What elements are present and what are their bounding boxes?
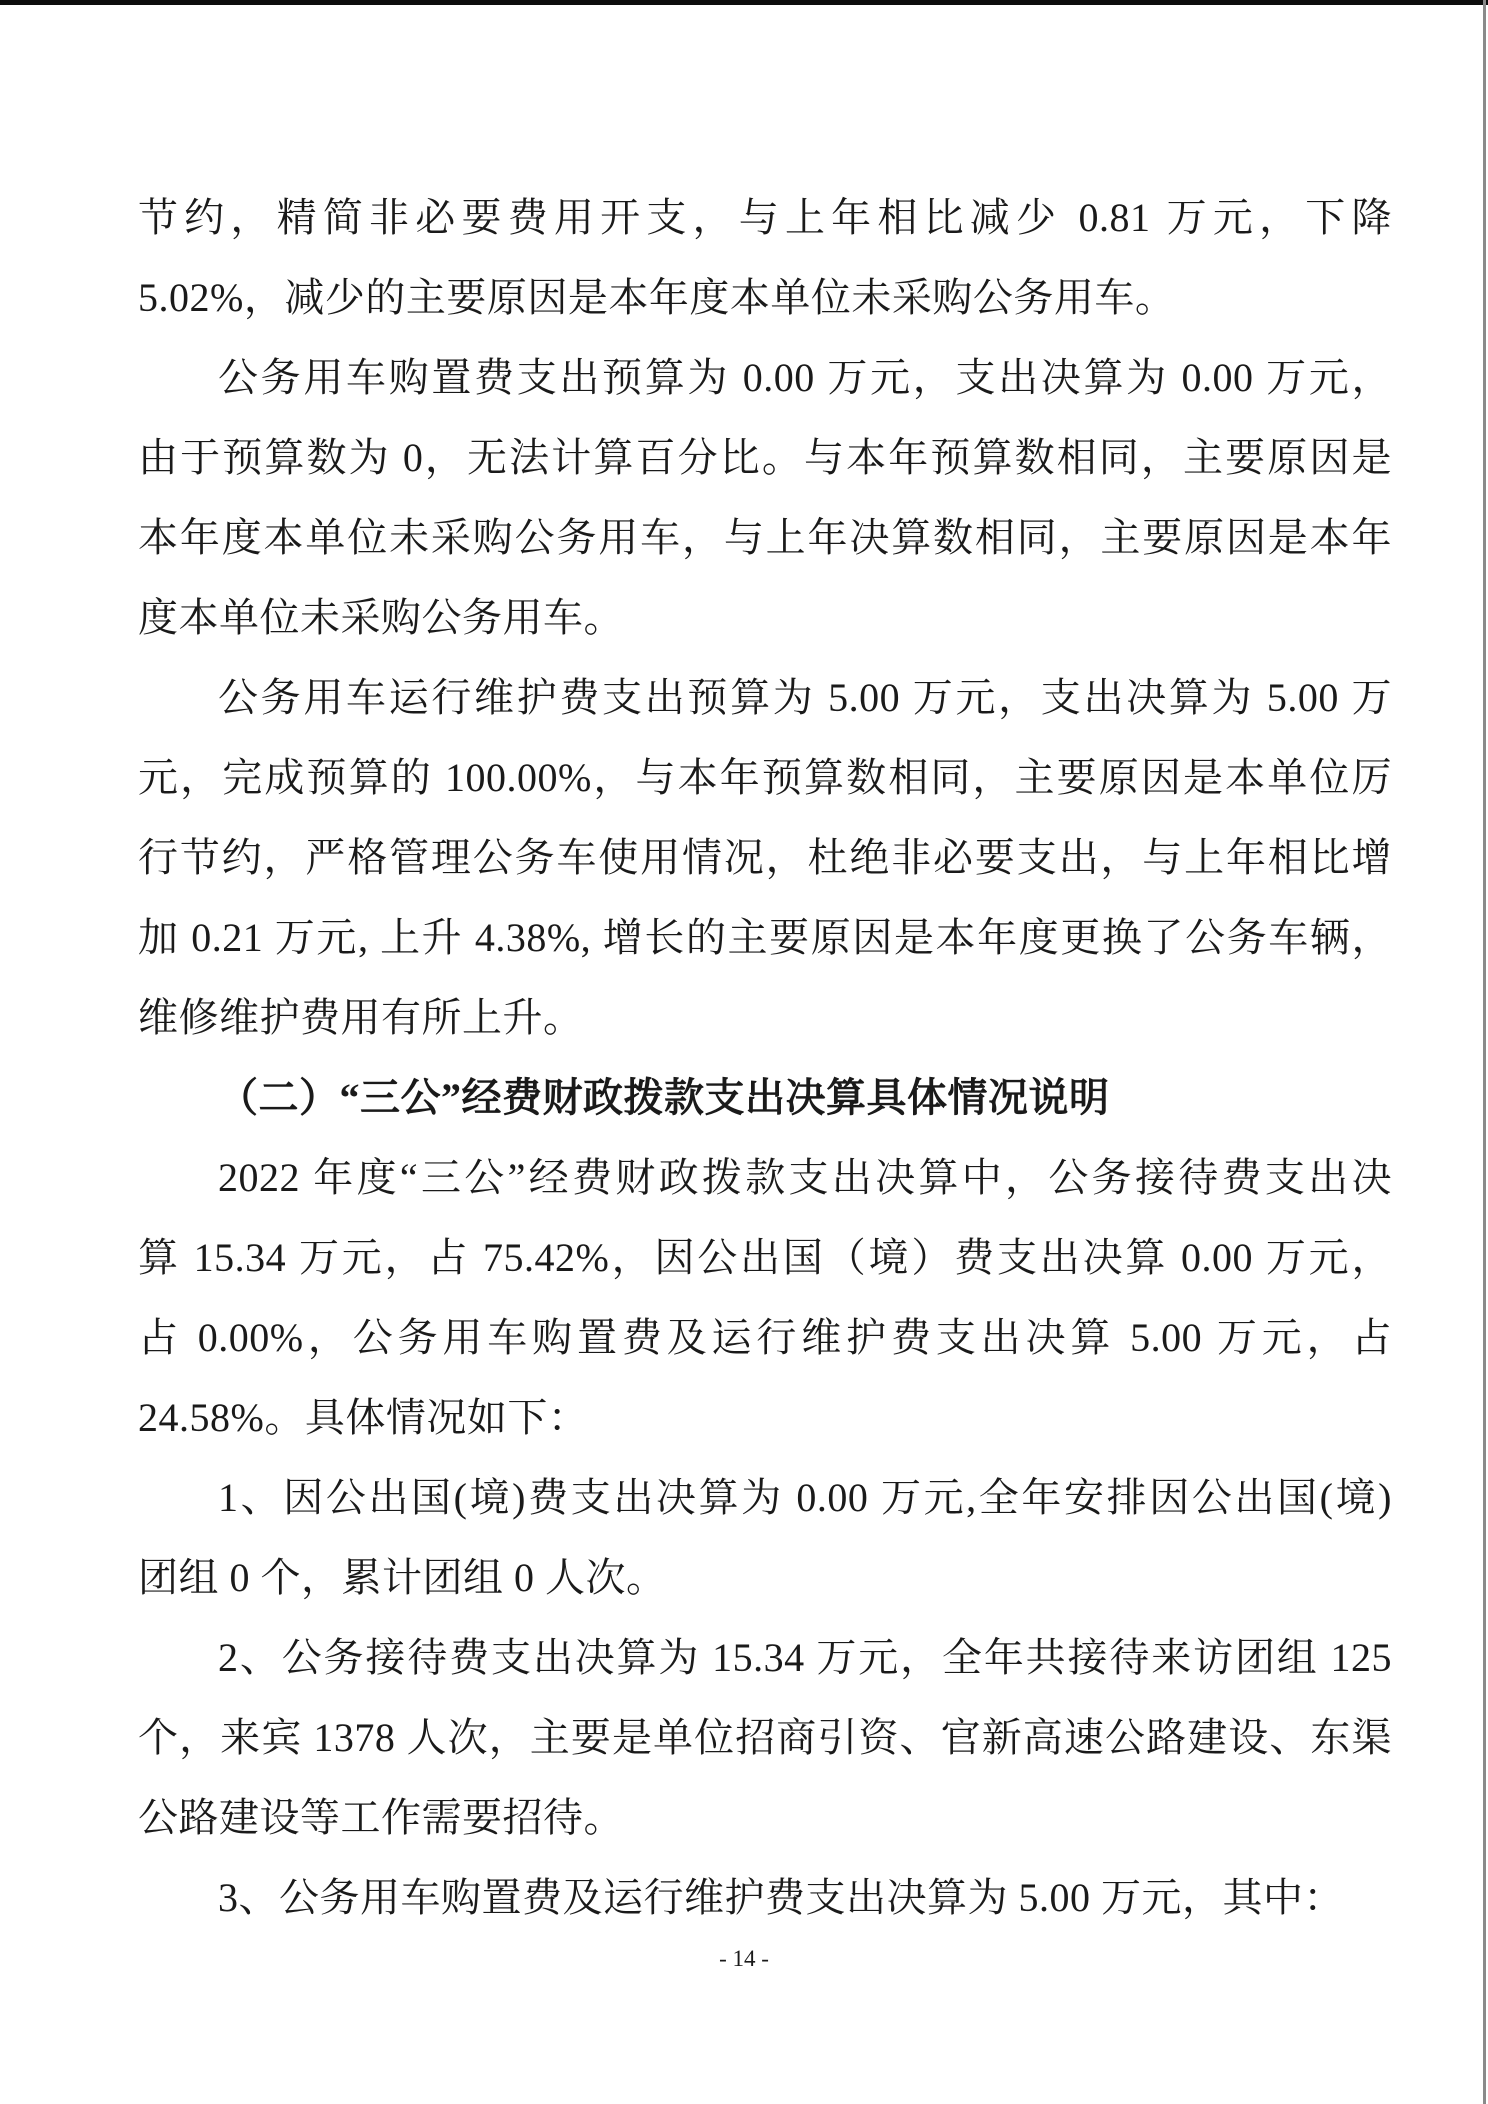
paragraph-line: 元，完成预算的 100.00%，与本年预算数相同，主要原因是本单位厉	[138, 755, 1392, 800]
paragraph-line: 算 15.34 万元，占 75.42%，因公出国（境）费支出决算 0.00 万元，	[138, 1235, 1392, 1280]
list-item-line: 1、因公出国(境)费支出决算为 0.00 万元,全年安排因公出国(境)	[218, 1475, 1392, 1520]
paragraph-line: 行节约，严格管理公务车使用情况，杜绝非必要支出，与上年相比增	[138, 835, 1392, 880]
paragraph-line: 公路建设等工作需要招待。	[138, 1795, 624, 1840]
paragraph-line: 公务用车购置费支出预算为 0.00 万元，支出决算为 0.00 万元，	[218, 355, 1392, 400]
page-right-edge-line	[1483, 0, 1486, 2104]
paragraph-line: 加 0.21 万元, 上升 4.38%, 增长的主要原因是本年度更换了公务车辆，	[138, 915, 1392, 960]
paragraph-line: 个，来宾 1378 人次，主要是单位招商引资、官新高速公路建设、东渠	[138, 1715, 1392, 1760]
paragraph-line: 维修维护费用有所上升。	[138, 995, 584, 1040]
paragraph-line: 占 0.00%，公务用车购置费及运行维护费支出决算 5.00 万元，占	[138, 1315, 1392, 1360]
list-item-line: 2、公务接待费支出决算为 15.34 万元，全年共接待来访团组 125	[218, 1635, 1392, 1680]
section-heading: （二）“三公”经费财政拨款支出决算具体情况说明	[218, 1075, 1110, 1120]
paragraph-line: 2022 年度“三公”经费财政拨款支出决算中，公务接待费支出决	[218, 1155, 1392, 1200]
paragraph-line: 公务用车运行维护费支出预算为 5.00 万元，支出决算为 5.00 万	[218, 675, 1392, 720]
paragraph-line: 由于预算数为 0，无法计算百分比。与本年预算数相同，主要原因是	[138, 435, 1392, 480]
page-top-edge-line	[0, 0, 1488, 5]
page-number: - 14 -	[719, 1946, 769, 1971]
paragraph-line: 节约，精简非必要费用开支，与上年相比减少 0.81 万元，下降	[138, 195, 1392, 240]
list-item-line: 3、公务用车购置费及运行维护费支出决算为 5.00 万元，其中：	[218, 1875, 1344, 1920]
paragraph-line: 度本单位未采购公务用车。	[138, 595, 624, 640]
paragraph-line: 本年度本单位未采购公务用车，与上年决算数相同，主要原因是本年	[138, 515, 1392, 560]
paragraph-line: 24.58%。具体情况如下：	[138, 1395, 589, 1440]
page-body-text	[138, 178, 1392, 1938]
paragraph-line: 团组 0 个，累计团组 0 人次。	[138, 1555, 667, 1600]
paragraph-line: 5.02%，减少的主要原因是本年度本单位未采购公务用车。	[138, 275, 1176, 320]
